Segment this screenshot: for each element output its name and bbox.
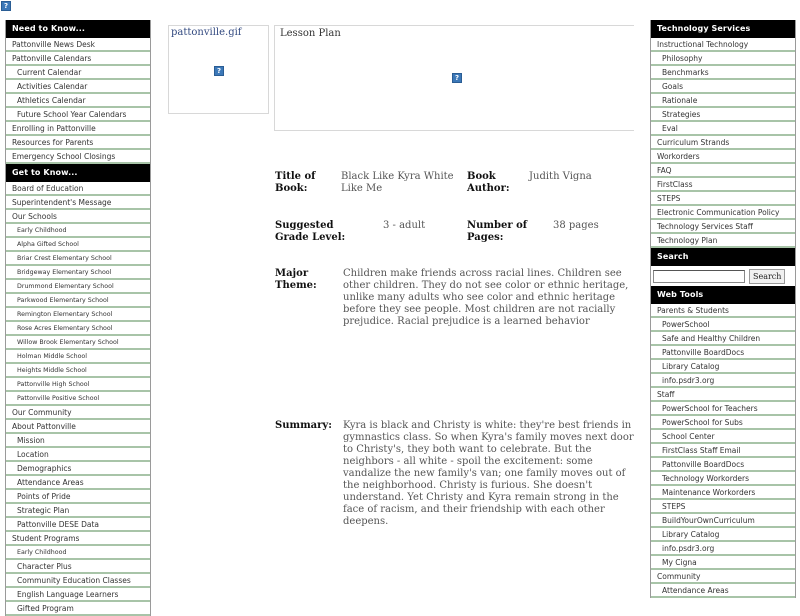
sidebar-item-our-schools[interactable]: Our Schools (6, 210, 150, 224)
sidebar-item-technology-plan[interactable]: Technology Plan (651, 234, 795, 248)
title-value: Black Like Kyra White Like Me (341, 171, 454, 194)
sidebar-item-community[interactable]: Community (651, 570, 795, 584)
sidebar-item-strategies[interactable]: Strategies (651, 108, 795, 122)
logo-alt-text: pattonville.gif (171, 27, 242, 38)
get-to-know-header: Get to Know... (6, 164, 150, 182)
sidebar-item-our-community[interactable]: Our Community (6, 406, 150, 420)
author-label: Book Author: (467, 171, 510, 194)
sidebar-item-bridgeway-elementary-school[interactable]: Bridgeway Elementary School (6, 266, 150, 280)
sidebar-item-heights-middle-school[interactable]: Heights Middle School (6, 364, 150, 378)
sidebar-item-faq[interactable]: FAQ (651, 164, 795, 178)
sidebar-item-briar-crest-elementary-school[interactable]: Briar Crest Elementary School (6, 252, 150, 266)
sidebar-item-technology-services-staff[interactable]: Technology Services Staff (651, 220, 795, 234)
sidebar-item-pattonville-dese-data[interactable]: Pattonville DESE Data (6, 518, 150, 532)
sidebar-item-goals[interactable]: Goals (651, 80, 795, 94)
sidebar-item-staff[interactable]: Staff (651, 388, 795, 402)
sidebar-item-pattonville-boarddocs[interactable]: Pattonville BoardDocs (651, 346, 795, 360)
sidebar-item-early-childhood[interactable]: Early Childhood (6, 224, 150, 238)
sidebar-item-steps[interactable]: STEPS (651, 500, 795, 514)
sidebar-item-workorders[interactable]: Workorders (651, 150, 795, 164)
sidebar-item-curriculum-strands[interactable]: Curriculum Strands (651, 136, 795, 150)
summary-label: Summary: (275, 420, 332, 431)
sidebar-item-benchmarks[interactable]: Benchmarks (651, 66, 795, 80)
sidebar-item-library-catalog[interactable]: Library Catalog (651, 360, 795, 374)
sidebar-item-enrolling-in-pattonville[interactable]: Enrolling in Pattonville (6, 122, 150, 136)
sidebar-item-pattonville-calendars[interactable]: Pattonville Calendars (6, 52, 150, 66)
sidebar-item-pattonville-news-desk[interactable]: Pattonville News Desk (6, 38, 150, 52)
sidebar-item-early-childhood[interactable]: Early Childhood (6, 546, 150, 560)
sidebar-item-strategic-plan[interactable]: Strategic Plan (6, 504, 150, 518)
sidebar-item-powerschool-for-subs[interactable]: PowerSchool for Subs (651, 416, 795, 430)
sidebar-item-location[interactable]: Location (6, 448, 150, 462)
sidebar-item-emergency-school-closings[interactable]: Emergency School Closings (6, 150, 150, 164)
title-label: Title of Book: (275, 171, 316, 194)
sidebar-item-info-psdr3-org[interactable]: info.psdr3.org (651, 374, 795, 388)
sidebar-item-electronic-communication-policy[interactable]: Electronic Communication Policy (651, 206, 795, 220)
theme-label: Major Theme: (275, 268, 317, 291)
sidebar-item-character-plus[interactable]: Character Plus (6, 560, 150, 574)
author-value: Judith Vigna (529, 171, 592, 182)
need-to-know-header: Need to Know... (6, 20, 150, 38)
sidebar-item-pattonville-boarddocs[interactable]: Pattonville BoardDocs (651, 458, 795, 472)
sidebar-item-pattonville-high-school[interactable]: Pattonville High School (6, 378, 150, 392)
sidebar-item-philosophy[interactable]: Philosophy (651, 52, 795, 66)
sidebar-item-mission[interactable]: Mission (6, 434, 150, 448)
sidebar-item-school-center[interactable]: School Center (651, 430, 795, 444)
sidebar-item-maintenance-workorders[interactable]: Maintenance Workorders (651, 486, 795, 500)
sidebar-item-alpha-gifted-school[interactable]: Alpha Gifted School (6, 238, 150, 252)
sidebar-item-demographics[interactable]: Demographics (6, 462, 150, 476)
sidebar-item-parkwood-elementary-school[interactable]: Parkwood Elementary School (6, 294, 150, 308)
sidebar-item-parents-students[interactable]: Parents & Students (651, 304, 795, 318)
sidebar-item-safe-and-healthy-children[interactable]: Safe and Healthy Children (651, 332, 795, 346)
sidebar-item-gifted-program[interactable]: Gifted Program (6, 602, 150, 616)
sidebar-item-powerschool-for-teachers[interactable]: PowerSchool for Teachers (651, 402, 795, 416)
search-form (651, 266, 795, 286)
pages-label: Number of Pages: (467, 220, 528, 243)
right-sidebar (650, 20, 796, 598)
search-input[interactable] (653, 270, 745, 283)
sidebar-item-rose-acres-elementary-school[interactable]: Rose Acres Elementary School (6, 322, 150, 336)
sidebar-item-points-of-pride[interactable]: Points of Pride (6, 490, 150, 504)
sidebar-item-english-language-learners[interactable]: English Language Learners (6, 588, 150, 602)
technology-services-header: Technology Services (651, 20, 795, 38)
web-tools-header: Web Tools (651, 286, 795, 304)
sidebar-item-superintendent-s-message[interactable]: Superintendent's Message (6, 196, 150, 210)
sidebar-item-rationale[interactable]: Rationale (651, 94, 795, 108)
sidebar-item-community-education-classes[interactable]: Community Education Classes (6, 574, 150, 588)
broken-image-icon: ? (214, 66, 224, 76)
sidebar-item-student-programs[interactable]: Student Programs (6, 532, 150, 546)
sidebar-item-remington-elementary-school[interactable]: Remington Elementary School (6, 308, 150, 322)
logo-image-placeholder[interactable] (168, 25, 269, 114)
sidebar-item-buildyourowncurriculum[interactable]: BuildYourOwnCurriculum (651, 514, 795, 528)
sidebar-item-resources-for-parents[interactable]: Resources for Parents (6, 136, 150, 150)
sidebar-item-firstclass[interactable]: FirstClass (651, 178, 795, 192)
sidebar-item-powerschool[interactable]: PowerSchool (651, 318, 795, 332)
sidebar-item-eval[interactable]: Eval (651, 122, 795, 136)
sidebar-item-holman-middle-school[interactable]: Holman Middle School (6, 350, 150, 364)
sidebar-item-attendance-areas[interactable]: Attendance Areas (6, 476, 150, 490)
sidebar-item-attendance-areas[interactable]: Attendance Areas (651, 584, 795, 598)
sidebar-item-technology-workorders[interactable]: Technology Workorders (651, 472, 795, 486)
sidebar-item-library-catalog[interactable]: Library Catalog (651, 528, 795, 542)
sidebar-item-about-pattonville[interactable]: About Pattonville (6, 420, 150, 434)
search-header: Search (651, 248, 795, 266)
sidebar-item-steps[interactable]: STEPS (651, 192, 795, 206)
grade-value: 3 - adult (383, 220, 426, 231)
sidebar-item-future-school-year-calendars[interactable]: Future School Year Calendars (6, 108, 150, 122)
lesson-plan-banner (274, 25, 634, 131)
lesson-plan-title: Lesson Plan (280, 28, 341, 39)
sidebar-item-willow-brook-elementary-school[interactable]: Willow Brook Elementary School (6, 336, 150, 350)
grade-label: Suggested Grade Level: (275, 220, 346, 243)
sidebar-item-pattonville-positive-school[interactable]: Pattonville Positive School (6, 392, 150, 406)
broken-image-icon: ? (452, 73, 462, 83)
theme-value: Children make friends across racial lines. Children see other children. They do not see color or ethnic heritage, unlike many adults who see color and ethnic heritage before they see people. Most children are not racially prejudice. Racial prejudice is a learned behavior (343, 268, 629, 327)
left-sidebar (5, 20, 151, 616)
sidebar-item-my-cigna[interactable]: My Cigna (651, 556, 795, 570)
sidebar-item-instructional-technology[interactable]: Instructional Technology (651, 38, 795, 52)
pages-value: 38 pages (553, 220, 599, 231)
sidebar-item-current-calendar[interactable]: Current Calendar (6, 66, 150, 80)
sidebar-item-activities-calendar[interactable]: Activities Calendar (6, 80, 150, 94)
summary-value: Kyra is black and Christy is white: they're best friends in gymnastics class. So when Kyra's family moves next door to Christy's, they both want to celebrate. But the neighbors - all white - spoil the excitement: some vandalize the new family's van; one family moves out of the neighborhood. Christy is furious. She doesn't understand. Yet Christy and Kyra remain strong in the face of racism, and their friendship with each other deepens. (343, 420, 634, 527)
sidebar-item-board-of-education[interactable]: Board of Education (6, 182, 150, 196)
sidebar-item-drummond-elementary-school[interactable]: Drummond Elementary School (6, 280, 150, 294)
search-button[interactable]: Search (749, 269, 785, 284)
sidebar-item-firstclass-staff-email[interactable]: FirstClass Staff Email (651, 444, 795, 458)
broken-image-icon: ? (1, 1, 11, 11)
sidebar-item-athletics-calendar[interactable]: Athletics Calendar (6, 94, 150, 108)
sidebar-item-info-psdr3-org[interactable]: info.psdr3.org (651, 542, 795, 556)
